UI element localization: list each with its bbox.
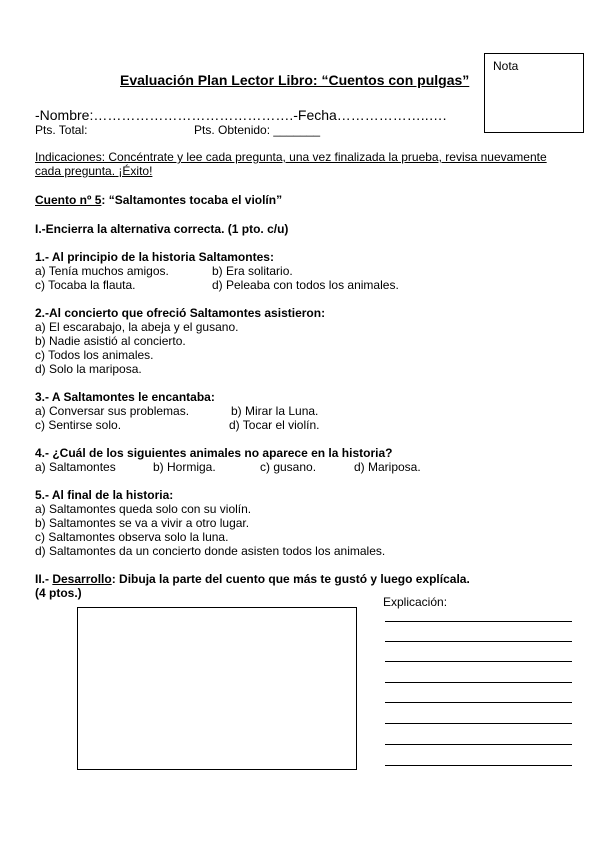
drawing-box[interactable] [77, 607, 357, 770]
q1-option-d: d) Peleaba con todos los animales. [212, 278, 399, 292]
section1-title: I.-Encierra la alternativa correcta. (1 pto. c/u) [35, 222, 289, 236]
answer-line[interactable] [385, 661, 572, 662]
cuento-heading [35, 193, 282, 207]
q3-option-a: a) Conversar sus problemas. [35, 404, 190, 418]
q4-option-c: c) gusano. [260, 460, 317, 474]
section2-text: : Dibuja la parte del cuento que más te gustó y luego explícala. [111, 572, 470, 586]
answer-line[interactable] [385, 682, 572, 683]
q4-option-d: d) Mariposa. [354, 460, 421, 474]
pts-total: Pts. Total: [35, 123, 88, 137]
q5-option-c: c) Saltamontes observa solo la luna. [35, 530, 229, 544]
section2-title [35, 572, 470, 586]
q3-option-b: b) Mirar la Luna. [231, 404, 319, 418]
q3-option-d: d) Tocar el violín. [229, 418, 320, 432]
cuento-title: : “Saltamontes tocaba el violín” [101, 193, 283, 207]
answer-line[interactable] [385, 765, 572, 766]
q5-option-a: a) Saltamontes queda solo con su violín. [35, 502, 252, 516]
q2-option-b: b) Nadie asistió al concierto. [35, 334, 186, 348]
q1-option-b: b) Era solitario. [212, 264, 293, 278]
q2-option-a: a) El escarabajo, la abeja y el gusano. [35, 320, 239, 334]
question-1-title: 1.- Al principio de la historia Saltamontes: [35, 250, 274, 264]
q1-option-c: c) Tocaba la flauta. [35, 278, 136, 292]
page-title: Evaluación Plan Lector Libro: “Cuentos con pulgas” [120, 72, 470, 88]
nombre-fecha-line: -Nombre:…………………………………….-Fecha………………..…. [35, 107, 447, 123]
q2-option-c: c) Todos los animales. [35, 348, 154, 362]
q1-option-a: a) Tenía muchos amigos. [35, 264, 169, 278]
section2-prefix: II.- [35, 572, 53, 586]
answer-line[interactable] [385, 641, 572, 642]
question-5-title: 5.- Al final de la historia: [35, 488, 174, 502]
question-4-title: 4.- ¿Cuál de los siguientes animales no aparece en la historia? [35, 446, 393, 460]
nota-box [484, 53, 584, 133]
question-2-title: 2.-Al concierto que ofreció Saltamontes asistieron: [35, 306, 326, 320]
indicaciones-text: Indicaciones: Concéntrate y lee cada pregunta, una vez finalizada la prueba, revisa nuevamente cada pregunta. [35, 150, 547, 178]
indicaciones [35, 150, 565, 178]
section2-points: (4 ptos.) [35, 586, 82, 600]
answer-line[interactable] [385, 621, 572, 622]
indicaciones-exito: ¡Éxito! [115, 164, 153, 178]
q3-option-c: c) Sentirse solo. [35, 418, 122, 432]
pts-obtenido: Pts. Obtenido: _______ [194, 123, 321, 137]
answer-line[interactable] [385, 723, 572, 724]
section2-label: Desarrollo [52, 572, 112, 586]
nota-label: Nota [493, 59, 519, 73]
answer-line[interactable] [385, 744, 572, 745]
q2-option-d: d) Solo la mariposa. [35, 362, 142, 376]
question-3-title: 3.- A Saltamontes le encantaba: [35, 390, 215, 404]
q4-option-b: b) Hormiga. [153, 460, 216, 474]
answer-line[interactable] [385, 702, 572, 703]
q5-option-d: d) Saltamontes da un concierto donde asisten todos los animales. [35, 544, 386, 558]
explicacion-label: Explicación: [383, 595, 448, 609]
cuento-label: Cuento nº 5 [35, 193, 102, 207]
q5-option-b: b) Saltamontes se va a vivir a otro lugar. [35, 516, 250, 530]
q4-option-a: a) Saltamontes [35, 460, 116, 474]
